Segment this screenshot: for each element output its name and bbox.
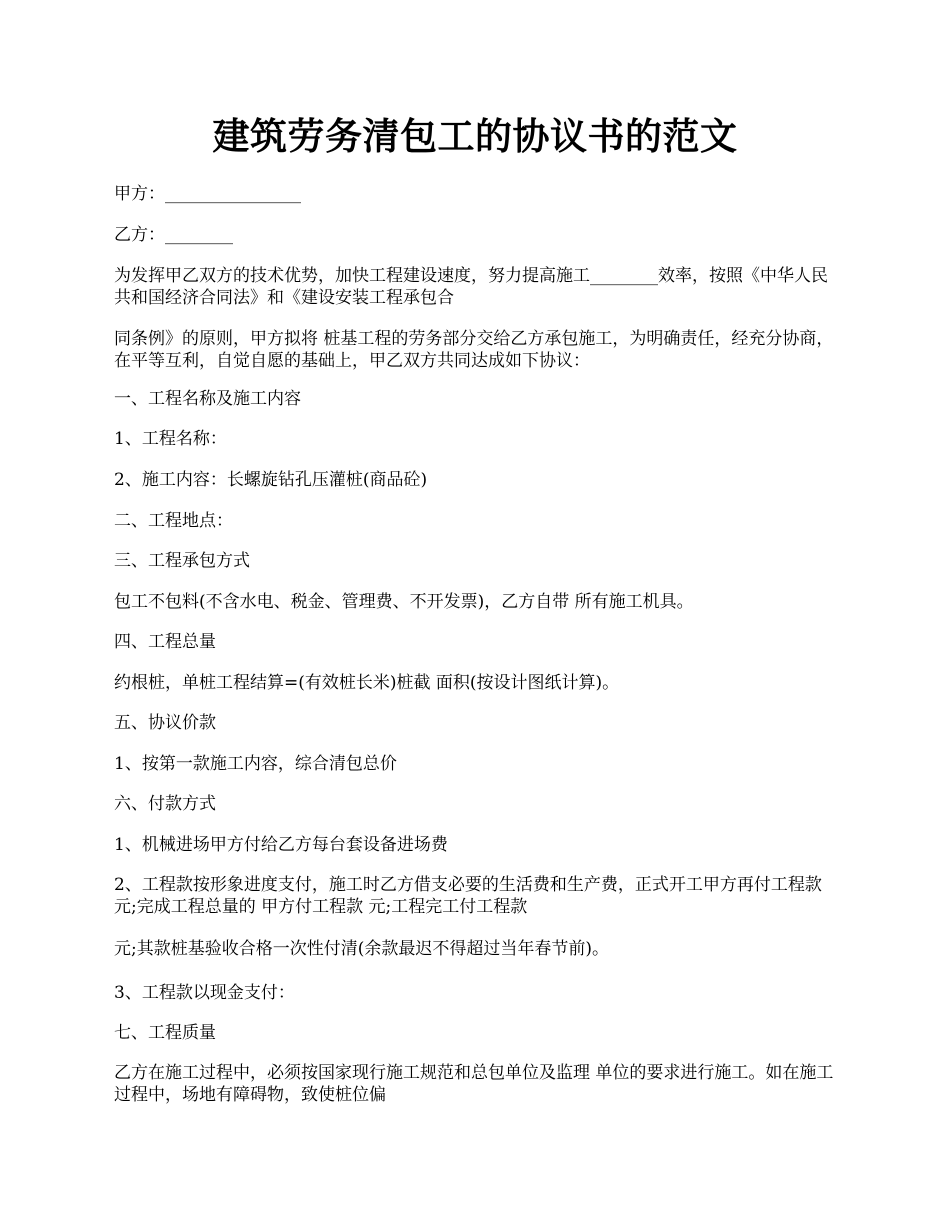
section-heading: 五、协议价款	[114, 713, 216, 733]
section-heading: 六、付款方式	[114, 794, 216, 814]
clause-paragraph: 包工不包料(不含水电、税金、管理费、不开发票)，乙方自带 所有施工机具。	[114, 592, 694, 612]
clause-paragraph: 元;其款桩基验收合格一次性付清(余款最迟不得超过当年春节前)。	[114, 939, 609, 959]
section-heading: 一、工程名称及施工内容	[114, 389, 301, 409]
clause-item: 2、施工内容：长螺旋钻孔压灌桩(商品砼)	[114, 470, 428, 490]
clause-item: 2、工程款按形象进度支付，施工时乙方借支必要的生活费和生产费，正式开工甲方再付工程款 元;完成工程总量的 甲方付工程款 元;工程完工付工程款	[114, 875, 822, 917]
clause-paragraph: 约根桩，单桩工程结算=(有效桩长米)桩截 面积(按设计图纸计算)。	[114, 673, 620, 693]
section-heading: 二、工程地点：	[114, 511, 233, 531]
clause-item: 1、按第一款施工内容，综合清包总价	[114, 754, 397, 774]
party-b-line: 乙方：________	[114, 225, 233, 245]
clause-paragraph: 乙方在施工过程中，必须按国家现行施工规范和总包单位及监理 单位的要求进行施工。如在施工过程中，场地有障碍物，致使桩位偏	[114, 1063, 834, 1105]
party-a-line: 甲方：________________	[114, 184, 301, 204]
section-heading: 七、工程质量	[114, 1023, 216, 1043]
document-title: 建筑劳务清包工的协议书的范文	[212, 114, 738, 158]
clause-item: 1、机械进场甲方付给乙方每台套设备进场费	[114, 835, 448, 855]
section-heading: 四、工程总量	[114, 632, 216, 652]
section-heading: 三、工程承包方式	[114, 551, 250, 571]
preamble-paragraph-1: 为发挥甲乙双方的技术优势，加快工程建设速度，努力提高施工________效率，按照《中华人民共和国经济合同法》和《建设安装工程承包合	[114, 266, 828, 308]
clause-item: 1、工程名称：	[114, 429, 227, 449]
clause-item: 3、工程款以现金支付：	[114, 983, 295, 1003]
preamble-paragraph-2: 同条例》的原则，甲方拟将 桩基工程的劳务部分交给乙方承包施工，为明确责任，经充分协商，在平等互利，自觉自愿的基础上，甲乙双方共同达成如下协议：	[114, 329, 834, 371]
